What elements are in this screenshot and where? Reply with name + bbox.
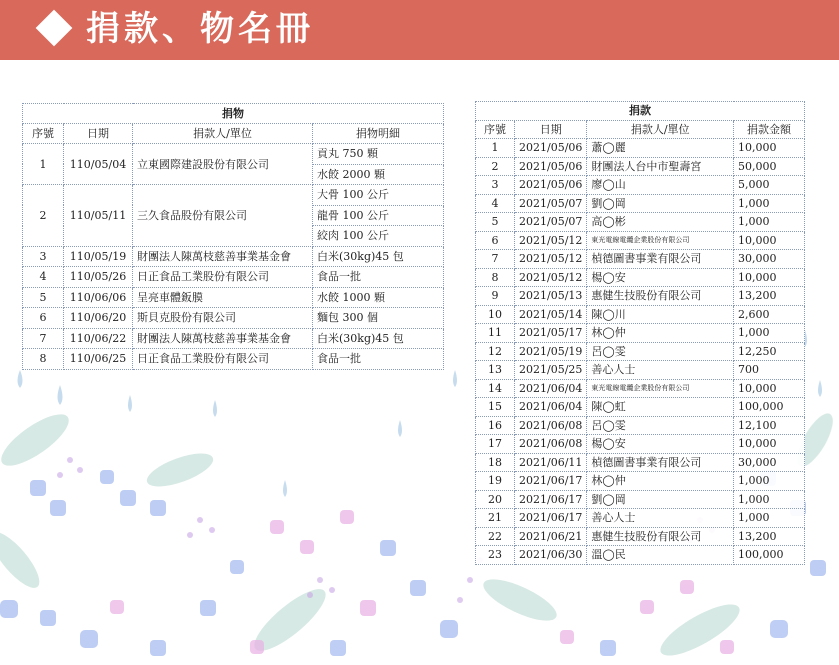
cell-no: 4: [476, 194, 515, 213]
cell-no: 2: [476, 157, 515, 176]
cell-no: 14: [476, 379, 515, 398]
table-row: [476, 194, 805, 213]
cell-date: 2021/05/13: [515, 287, 587, 306]
cell-amount: 1,000: [734, 324, 805, 343]
cell-details: 食品一批: [313, 349, 444, 370]
cell-details: 食品一批: [313, 267, 444, 288]
cell-donor: 呂◯雯: [587, 416, 734, 435]
cell-amount: 50,000: [734, 157, 805, 176]
table-row: [476, 305, 805, 324]
cell-details: 絞肉 100 公斤: [313, 226, 444, 247]
cell-date: 2021/05/12: [515, 268, 587, 287]
cell-donor: 財團法人陳萬枝慈善事業基金會: [133, 328, 313, 349]
cell-no: 11: [476, 324, 515, 343]
cell-date: 2021/06/11: [515, 453, 587, 472]
cell-date: 2021/05/17: [515, 324, 587, 343]
cell-details: 大骨 100 公斤: [313, 185, 444, 206]
table-row: [476, 213, 805, 232]
table-row: [476, 509, 805, 528]
column-header-no: 序號: [476, 120, 515, 139]
cell-details: 水餃 2000 顆: [313, 164, 444, 185]
cell-date: 2021/05/14: [515, 305, 587, 324]
cell-amount: 10,000: [734, 435, 805, 454]
cell-donor: 日正食品工業股份有限公司: [133, 267, 313, 288]
cell-donor: 楨德圖書事業有限公司: [587, 453, 734, 472]
cell-date: 2021/05/07: [515, 194, 587, 213]
cell-no: 8: [476, 268, 515, 287]
cell-date: 2021/05/12: [515, 250, 587, 269]
cell-no: 21: [476, 509, 515, 528]
cell-donor: 林◯仲: [587, 324, 734, 343]
cell-date: 110/05/19: [64, 246, 133, 267]
cell-no: 5: [476, 213, 515, 232]
cell-amount: 2,600: [734, 305, 805, 324]
cell-no: 13: [476, 361, 515, 380]
cell-amount: 10,000: [734, 231, 805, 250]
cell-amount: 13,200: [734, 527, 805, 546]
cell-no: 20: [476, 490, 515, 509]
cell-no: 5: [23, 287, 64, 308]
cell-donor: 楊◯安: [587, 435, 734, 454]
money-donations-table: [475, 101, 805, 565]
table-row: [476, 435, 805, 454]
cell-date: 2021/06/30: [515, 546, 587, 565]
cell-no: 15: [476, 398, 515, 417]
cell-donor: 財團法人台中市聖壽宮: [587, 157, 734, 176]
cell-no: 1: [23, 144, 64, 185]
table-row: [23, 349, 444, 370]
table-row: [23, 328, 444, 349]
cell-date: 110/05/04: [64, 144, 133, 185]
cell-no: 1: [476, 139, 515, 158]
cell-date: 2021/05/19: [515, 342, 587, 361]
cell-amount: 700: [734, 361, 805, 380]
cell-no: 8: [23, 349, 64, 370]
cell-amount: 1,000: [734, 472, 805, 491]
table-row: [476, 268, 805, 287]
cell-no: 6: [476, 231, 515, 250]
column-header-amount: 捐款金額: [734, 120, 805, 139]
cell-date: 2021/05/06: [515, 139, 587, 158]
cell-date: 110/05/11: [64, 185, 133, 247]
cell-donor: 廖◯山: [587, 176, 734, 195]
cell-amount: 1,000: [734, 194, 805, 213]
table-row: [476, 287, 805, 306]
cell-donor: 三久食品股份有限公司: [133, 185, 313, 247]
cell-donor: 劉◯岡: [587, 194, 734, 213]
cell-date: 110/05/26: [64, 267, 133, 288]
column-header-date: 日期: [64, 124, 133, 144]
table-row: [23, 144, 444, 165]
cell-date: 2021/06/04: [515, 398, 587, 417]
table-caption: 捐物: [23, 104, 444, 124]
table-row: [476, 398, 805, 417]
table-row: [476, 527, 805, 546]
cell-donor: 東光電線電纜企業股份有限公司: [587, 231, 734, 250]
column-header-date: 日期: [515, 120, 587, 139]
cell-donor: 惠健生技股份有限公司: [587, 287, 734, 306]
cell-donor: 善心人士: [587, 361, 734, 380]
column-header-no: 序號: [23, 124, 64, 144]
cell-date: 110/06/25: [64, 349, 133, 370]
table-row: [476, 176, 805, 195]
cell-no: 19: [476, 472, 515, 491]
cell-no: 12: [476, 342, 515, 361]
cell-donor: 呈亮車體鈑膜: [133, 287, 313, 308]
cell-date: 2021/06/04: [515, 379, 587, 398]
table-row: [476, 546, 805, 565]
cell-donor: 楊◯安: [587, 268, 734, 287]
table-row: [23, 308, 444, 329]
cell-date: 2021/06/08: [515, 435, 587, 454]
cell-donor: 高◯彬: [587, 213, 734, 232]
cell-donor: 楨德圖書事業有限公司: [587, 250, 734, 269]
table-row: [476, 231, 805, 250]
cell-no: 22: [476, 527, 515, 546]
cell-donor: 陳◯虹: [587, 398, 734, 417]
cell-details: 龍骨 100 公斤: [313, 205, 444, 226]
cell-date: 110/06/20: [64, 308, 133, 329]
table-row: [476, 342, 805, 361]
cell-details: 麵包 300 個: [313, 308, 444, 329]
cell-donor: 劉◯岡: [587, 490, 734, 509]
cell-amount: 10,000: [734, 379, 805, 398]
cell-no: 17: [476, 435, 515, 454]
cell-date: 2021/05/06: [515, 157, 587, 176]
cell-amount: 12,250: [734, 342, 805, 361]
cell-no: 23: [476, 546, 515, 565]
column-header-donor: 捐款人/單位: [587, 120, 734, 139]
table-row: [476, 157, 805, 176]
cell-no: 10: [476, 305, 515, 324]
cell-amount: 1,000: [734, 509, 805, 528]
cell-details: 白米(30kg)45 包: [313, 246, 444, 267]
cell-date: 2021/06/08: [515, 416, 587, 435]
cell-no: 4: [23, 267, 64, 288]
cell-donor: 斯貝克股份有限公司: [133, 308, 313, 329]
cell-no: 18: [476, 453, 515, 472]
cell-amount: 100,000: [734, 398, 805, 417]
table-row: [23, 287, 444, 308]
column-header-details: 捐物明細: [313, 124, 444, 144]
cell-date: 2021/05/25: [515, 361, 587, 380]
table-row: [476, 379, 805, 398]
cell-no: 3: [23, 246, 64, 267]
cell-details: 白米(30kg)45 包: [313, 328, 444, 349]
cell-amount: 1,000: [734, 490, 805, 509]
cell-donor: 惠健生技股份有限公司: [587, 527, 734, 546]
cell-date: 110/06/06: [64, 287, 133, 308]
item-donations-table: [22, 103, 444, 370]
cell-details: 水餃 1000 顆: [313, 287, 444, 308]
cell-date: 2021/06/17: [515, 472, 587, 491]
cell-donor: 財團法人陳萬枝慈善事業基金會: [133, 246, 313, 267]
table-row: [476, 453, 805, 472]
table-row: [23, 246, 444, 267]
cell-donor: 呂◯雯: [587, 342, 734, 361]
cell-donor: 陳◯川: [587, 305, 734, 324]
cell-amount: 1,000: [734, 213, 805, 232]
table-row: [476, 472, 805, 491]
cell-no: 16: [476, 416, 515, 435]
table-row: [476, 250, 805, 269]
table-caption: 捐款: [476, 102, 805, 121]
table-row: [476, 490, 805, 509]
cell-no: 6: [23, 308, 64, 329]
cell-amount: 10,000: [734, 268, 805, 287]
cell-donor: 林◯仲: [587, 472, 734, 491]
table-row: [23, 267, 444, 288]
cell-no: 9: [476, 287, 515, 306]
cell-no: 3: [476, 176, 515, 195]
cell-no: 2: [23, 185, 64, 247]
table-row: [23, 185, 444, 206]
cell-donor: 立東國際建設股份有限公司: [133, 144, 313, 185]
cell-donor: 溫◯民: [587, 546, 734, 565]
cell-amount: 12,100: [734, 416, 805, 435]
cell-donor: 日正食品工業股份有限公司: [133, 349, 313, 370]
cell-date: 2021/06/17: [515, 509, 587, 528]
cell-donor: 善心人士: [587, 509, 734, 528]
cell-no: 7: [23, 328, 64, 349]
cell-amount: 5,000: [734, 176, 805, 195]
cell-date: 110/06/22: [64, 328, 133, 349]
cell-date: 2021/05/07: [515, 213, 587, 232]
cell-date: 2021/05/06: [515, 176, 587, 195]
cell-amount: 13,200: [734, 287, 805, 306]
cell-amount: 30,000: [734, 250, 805, 269]
cell-donor: 蕭◯麗: [587, 139, 734, 158]
cell-date: 2021/06/17: [515, 490, 587, 509]
table-row: [476, 324, 805, 343]
cell-date: 2021/05/12: [515, 231, 587, 250]
cell-details: 貢丸 750 顆: [313, 144, 444, 165]
table-row: [476, 139, 805, 158]
cell-date: 2021/06/21: [515, 527, 587, 546]
cell-no: 7: [476, 250, 515, 269]
cell-amount: 30,000: [734, 453, 805, 472]
column-header-donor: 捐款人/單位: [133, 124, 313, 144]
page-title: 捐款、物名冊: [86, 9, 314, 49]
cell-donor: 東光電線電纜企業股份有限公司: [587, 379, 734, 398]
cell-amount: 100,000: [734, 546, 805, 565]
table-row: [476, 361, 805, 380]
table-row: [476, 416, 805, 435]
cell-amount: 10,000: [734, 139, 805, 158]
